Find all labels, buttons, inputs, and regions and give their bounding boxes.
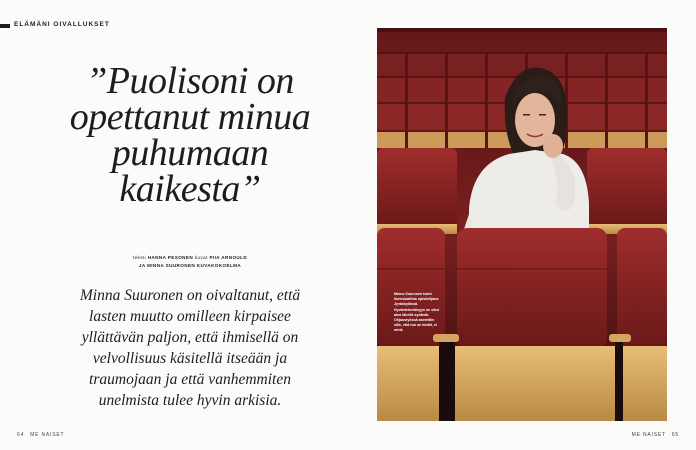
credit-photo-extra: JA MINNA SUURONEN KUVAKOKOELMA [138, 263, 242, 268]
headline-line: opettanut minua [69, 96, 311, 138]
portrait-photo [377, 28, 667, 421]
headline-line: kaikesta” [119, 168, 261, 210]
auditorium-scene [377, 28, 667, 421]
photo-caption: Minna Suuronen toimi lisensiaattina opiskelijana Jyväskylässä. Hyväntekeväisyys on ollut aina lähellä sydäntä. Ohjaustyössä asetettiin sille, että tuo on teidät, ei minä. [394, 292, 439, 333]
credit-text-role: teksti [132, 255, 147, 260]
folio-right [629, 432, 682, 438]
headline [40, 60, 340, 210]
folio-left [14, 432, 67, 438]
credit-text-author: HANNA PESONEN [147, 255, 194, 260]
brand-right: ME NAISET [631, 432, 666, 438]
lede-paragraph: Minna Suuronen on oivaltanut, että lasten muutto omilleen kirpaisee yllättävän paljon, että ihmisellä on velvollisuus käsitellä itseään ja traumojaan ja että vanhemmiten unelmista tulee hyvin arkisia. [79, 287, 301, 409]
page-number-left: 64 [17, 432, 25, 438]
credit-photo-role: kuvat [194, 255, 208, 260]
brand-left: ME NAISET [30, 432, 65, 438]
headline-line: puhumaan [111, 132, 269, 174]
headline-line: ”Puolisoni on [86, 60, 294, 102]
section-marker [0, 24, 10, 28]
credit-photo-author: PIIA ARNOULD [209, 255, 248, 260]
section-label: ELÄMÄNI OIVALLUKSET [14, 21, 110, 28]
credits [40, 254, 340, 270]
page-number-right: 65 [671, 432, 679, 438]
